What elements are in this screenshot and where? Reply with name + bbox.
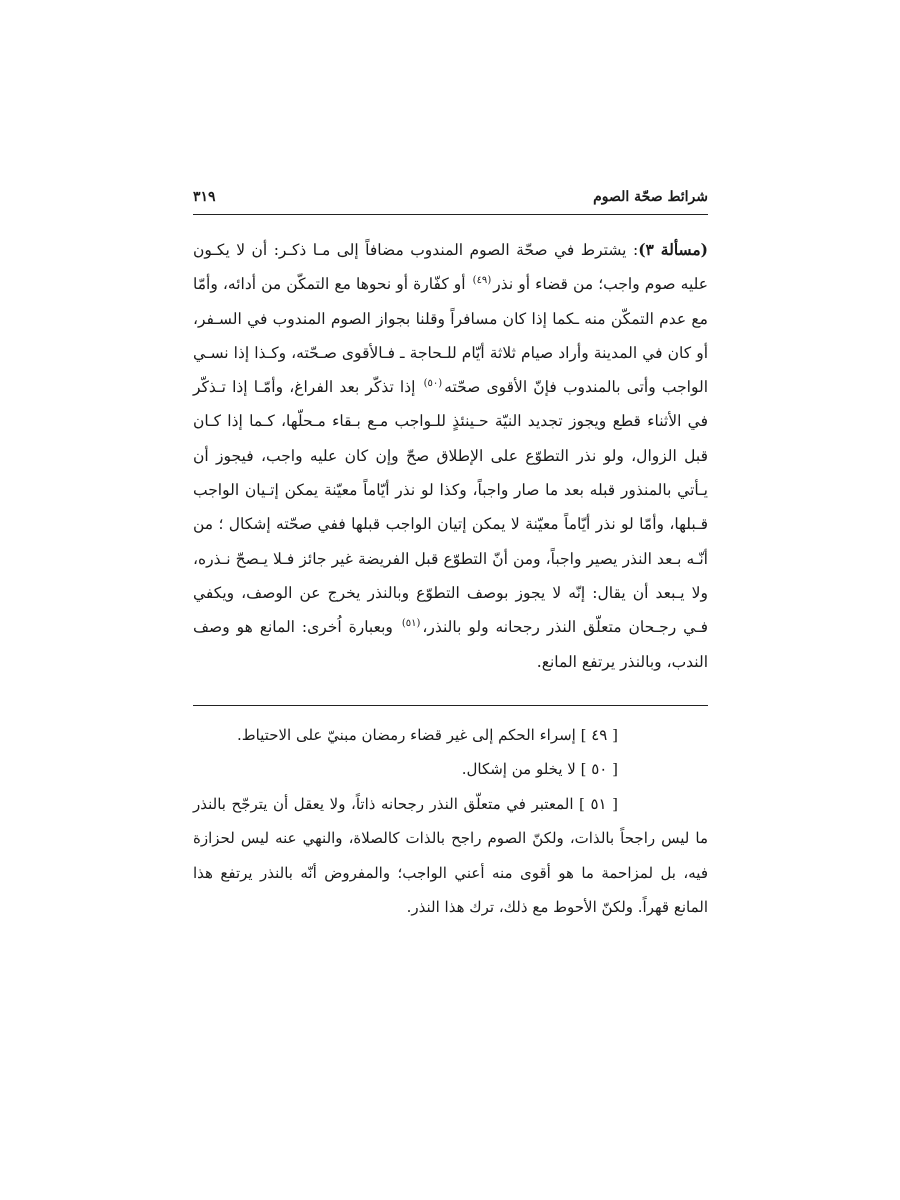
body-part-3: إذا تذكّر بعد الفراغ، وأمّـا إذا تـذكّر في الأثناء قطع ويجوز تجديد النيّة حـينئذٍ للـواجب مـع بـقاء مـحلّها، كـما إذا كـان قبل الزوال، ولو نذر التطوّع على الإطلاق صحّ وإن كان عليه واجب، فيجوز أن يـأتي بالمنذور قبله بعد ما صار واجباً، وكذا لو نذر أيّاماً معيّنة يمكن إتـيان الواجب قـبلها، وأمّا لو نذر أيّاماً معيّنة لا يمكن إتيان الواجب قبلها ففي صحّته إشكال ؛ من أنّـه بـعد النذر يصير واجباً، ومن أنّ التطوّع قبل الفريضة غير جائز فـلا يـصحّ نـذره، ولا يـبعد أن يقال: إنّه لا يجوز بوصف التطوّع وبالنذر يخرج عن الوصف، ويكفي فـي رجـحان متعلّق النذر رجحانه ولو بالنذر، bbox=[193, 378, 708, 637]
footnote-text: المعتبر في متعلّق النذر رجحانه ذاتاً، ولا يعقل أن يترجّح بالنذر ما ليس راجحاً بالذات، ولكنّ الصوم راجح بالذات كالصلاة، والنهي عنه ليس لحزازة فيه، بل لمزاحمة ما هو أقوى منه أعني الواجب؛ والمفروض أنّه بالنذر يرتفع هذا المانع قهراً. ولكنّ الأحوط مع ذلك، ترك هذا النذر. bbox=[193, 794, 708, 917]
footnote-50 bbox=[193, 752, 708, 787]
footnote-text: إسراء الحكم إلى غير قضاء رمضان مبنيّ على الاحتياط. bbox=[236, 725, 576, 744]
footnote-49 bbox=[193, 718, 708, 753]
footnote-text: لا يخلو من إشكال. bbox=[461, 760, 576, 779]
footnote-51 bbox=[193, 787, 708, 925]
footnote-ref-50[interactable]: (٥٠) bbox=[423, 378, 443, 390]
issue-label: (مسألة ٣) bbox=[638, 240, 709, 259]
running-header bbox=[193, 180, 708, 215]
footnote-divider bbox=[193, 705, 708, 706]
page-number: ٣١٩ bbox=[193, 189, 216, 205]
footnote-ref-49[interactable]: (٤٩) bbox=[472, 275, 492, 287]
body-part-4: وبعبارة اُخرى: المانع هو وصف الندب، وبالنذر يرتفع المانع. bbox=[193, 618, 708, 671]
book-page bbox=[193, 180, 708, 925]
body-part-2: أو كفّارة أو نحوها مع التمكّن من أدائه، وأمّا مع عدم التمكّن منه ـكما إذا كان مسافراً وقلنا بجواز الصوم المندوب في السـفر، أو كان في المدينة وأراد صيام ثلاثة أيّام للـحاجة ـ فـالأقوى صـحّته، وكـذا إذا نسـي الواجب وأتى بالمندوب فإنّ الأقوى صحّته bbox=[193, 275, 709, 397]
footnote-marker: [ ٥١ ] bbox=[579, 794, 618, 813]
footnote-marker: [ ٤٩ ] bbox=[580, 725, 618, 744]
body-part-1: : يشترط في صحّة الصوم المندوب مضافاً إلى مـا ذكـر: أن لا يكـون عليه صوم واجب؛ من قضاء أو نذر bbox=[193, 241, 708, 294]
issue-paragraph bbox=[193, 233, 708, 679]
footnotes-block bbox=[193, 718, 708, 925]
chapter-title: شرائط صحّة الصوم bbox=[593, 189, 708, 205]
footnote-marker: [ ٥٠ ] bbox=[580, 760, 618, 779]
main-text-block bbox=[193, 233, 708, 679]
footnote-ref-51[interactable]: (٥١) bbox=[401, 618, 421, 630]
